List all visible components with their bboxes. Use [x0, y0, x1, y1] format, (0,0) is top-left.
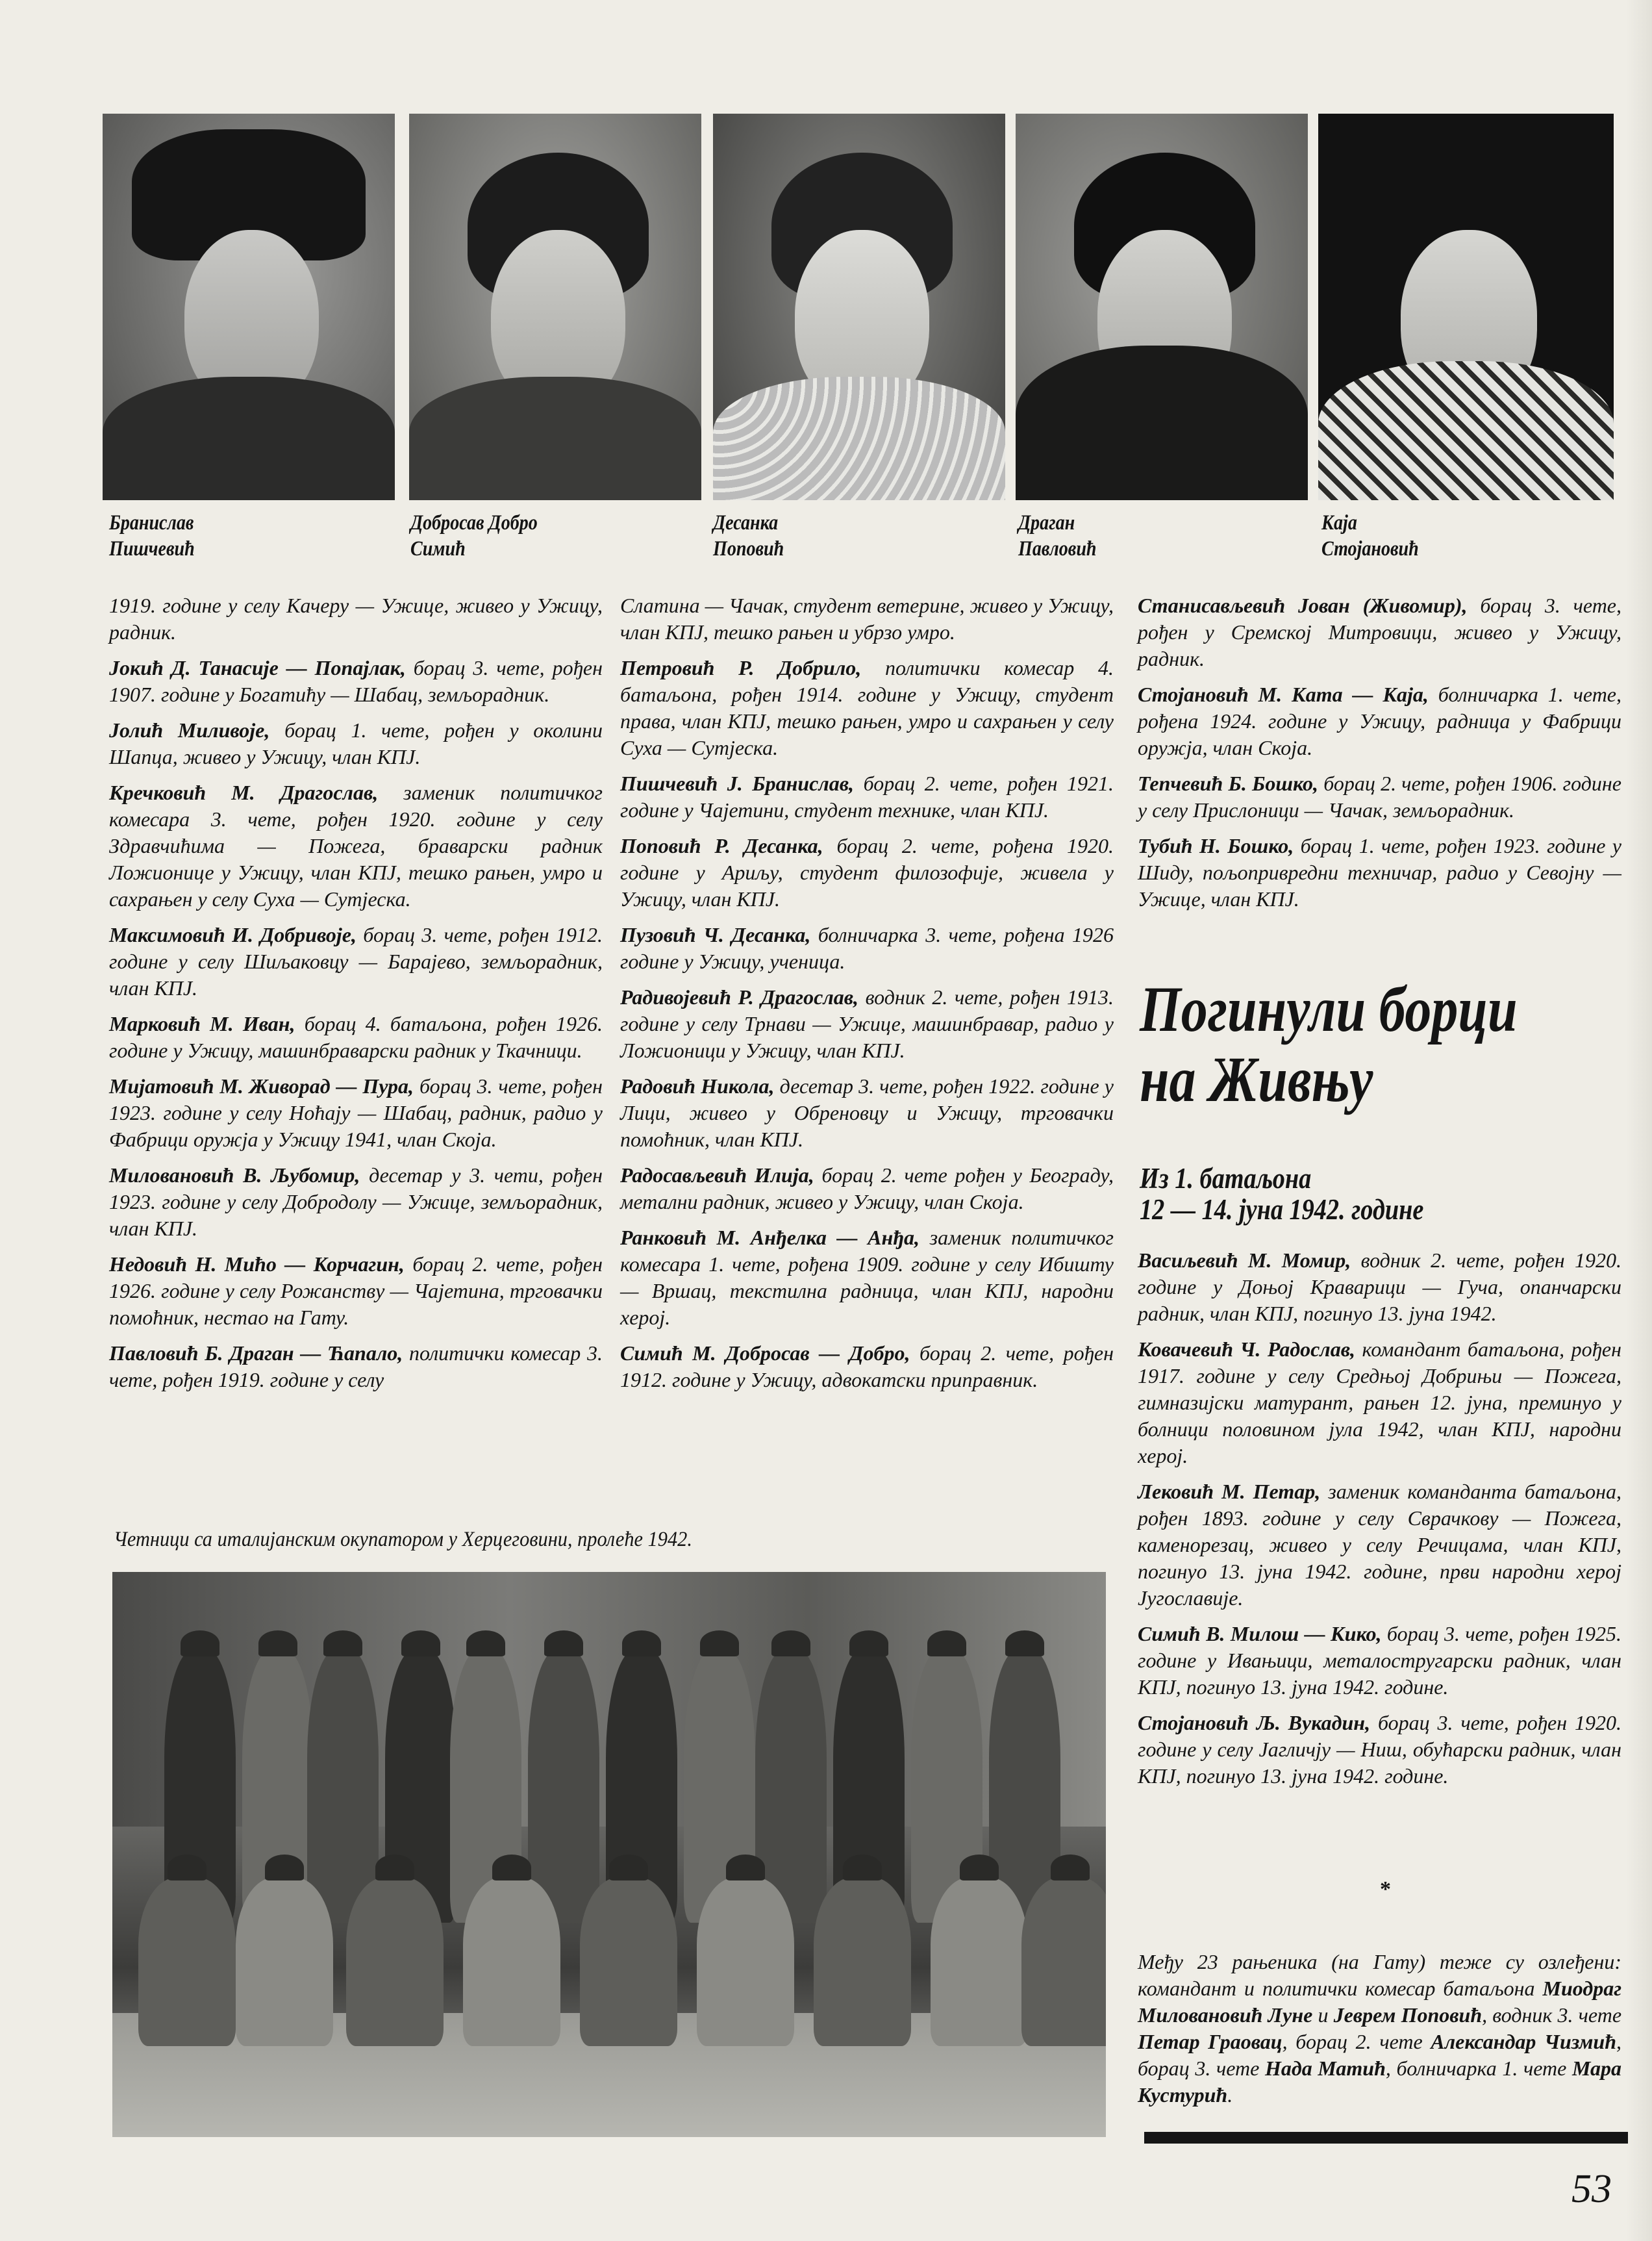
helmet-shape	[492, 1855, 531, 1880]
portrait-photo-1	[103, 114, 395, 500]
portrait-first-name: Каја	[1321, 511, 1357, 535]
wounded-person-name: Миодраг Миловановић Луне	[1138, 1977, 1621, 2027]
portrait-first-name: Десанка	[713, 511, 779, 535]
person-details: водник 2. чете, рођен 1913. године у селу Трнави — Ужице, машинбравар, радио у Ложионици у Ужицу, члан КПЈ.	[620, 985, 1114, 1062]
portrait-first-name: Драган	[1018, 511, 1075, 535]
person-details: борац 3. чете, рођен 1907. године у Богатићу — Шабац, земљорадник.	[109, 656, 603, 706]
helmet-shape	[323, 1630, 362, 1656]
biography-entry	[109, 1340, 603, 1393]
person-details: борац 2. чете, рођен 1906. године у селу Прислоници — Чачак, земљорадник.	[1138, 772, 1622, 822]
person-name: Пишчевић Ј. Бранислав,	[620, 772, 855, 795]
portrait-last-name: Пишчевић	[109, 537, 195, 561]
biography-column-2	[620, 592, 1114, 1402]
biography-entry	[109, 779, 603, 913]
person-details: десетар 3. чете, рођен 1922. године у Лици, живео у Обреновцу и Ужицу, трговачки помоћник, члан КПЈ.	[620, 1074, 1114, 1151]
biography-entry	[109, 922, 603, 1002]
soldier-figure	[697, 1877, 794, 2046]
wounded-person-name: Петар Граовац	[1138, 2030, 1283, 2053]
helmet-shape	[401, 1630, 440, 1656]
biography-entry	[1138, 1710, 1621, 1790]
helmet-shape	[181, 1630, 219, 1656]
portrait-photo-3	[713, 114, 1005, 500]
person-name: Стојановић М. Катa — Каја,	[1138, 683, 1429, 706]
biography-entry	[620, 1162, 1114, 1215]
page-number: 53	[1571, 2167, 1612, 2211]
wounded-person-name: Нада Матић	[1265, 2057, 1386, 2080]
person-name: Симић М. Добросав — Добро,	[620, 1341, 910, 1365]
person-details: борац 4. батаљона, рођен 1926. године у Ужицу, машинбраварски радник у Ткачници.	[109, 1012, 603, 1062]
person-details: борац 3. чете, рођен 1912. године у селу Шиљаковцу — Барајево, земљорадник, члан КПЈ.	[109, 923, 603, 1000]
biography-entry	[620, 592, 1114, 646]
person-name: Ранковић М. Анђелка — Анђа,	[620, 1226, 920, 1249]
person-name: Недовић Н. Мићо — Корчагин,	[109, 1252, 405, 1276]
wounded-note	[1138, 1949, 1621, 2118]
portrait-caption-4	[1018, 510, 1184, 562]
portrait-first-name: Бранислав	[109, 511, 194, 535]
person-details: Слатина — Чачак, студент ветерине, живео у Ужицу, члан КПЈ, тешко рањен и убрзо умро.	[620, 594, 1114, 644]
biography-entry	[1138, 1478, 1621, 1612]
person-details: политички комесар 3. чете, рођен 1919. године у селу	[109, 1341, 603, 1391]
person-name: Симић В. Милош — Кико,	[1138, 1622, 1382, 1645]
wounded-note-paragraph	[1138, 1949, 1621, 2108]
biography-entry	[109, 1011, 603, 1064]
person-details: болничарка 1. чете, рођена 1924. године у Ужицу, радница у Фабрици оружја, члан Скоја.	[1138, 683, 1622, 759]
helmet-shape	[771, 1630, 810, 1656]
helmet-shape	[544, 1630, 583, 1656]
wounded-person-name: Александар Чизмић	[1431, 2030, 1617, 2053]
section-separator: *	[1380, 1877, 1391, 1901]
person-details: борац 2. чете, рођен 1912. године у Ужицу, адвокатски приправник.	[620, 1341, 1114, 1391]
person-name: Петровић Р. Добрило,	[620, 656, 862, 679]
fallen-fighters-list	[1138, 1247, 1621, 1799]
person-details: заменик команданта батаљона, рођен 1893. године у селу Сврачкову — Пожега, каменорезац, живео у селу Речицама, члан КПЈ, погинуо 13. јуна 1942. године, први народни херој Југославије.	[1138, 1480, 1621, 1610]
portrait-caption-3	[713, 510, 879, 562]
helmet-shape	[726, 1855, 765, 1880]
person-name: Ковачевић Ч. Радослав,	[1138, 1337, 1356, 1361]
soldier-figure	[463, 1877, 560, 2046]
biography-entry	[1138, 833, 1621, 913]
person-details: борац 2. чете, рођен 1926. године у селу Рожанству — Чајетина, трговачки помоћник, нестао на Гату.	[109, 1252, 603, 1329]
soldier-figure	[307, 1650, 379, 1923]
person-name: Поповић Р. Десанка,	[620, 834, 823, 857]
soldier-figure	[814, 1877, 911, 2046]
helmet-shape	[466, 1630, 505, 1656]
section-title-line-1: Погинули борци	[1140, 973, 1518, 1045]
biography-entry	[620, 655, 1114, 761]
person-details: борац 3. чете, рођен у Сремској Митровици, живео у Ужицу, радник.	[1138, 594, 1622, 670]
portrait-photo-5	[1318, 114, 1614, 500]
wounded-note-text: и	[1312, 2003, 1334, 2027]
portrait-last-name: Симић	[410, 537, 466, 561]
person-name: Максимовић И. Добривоје,	[109, 923, 357, 946]
biography-entry	[1138, 1336, 1621, 1469]
person-name: Стојановић Љ. Вукадин,	[1138, 1711, 1371, 1734]
biography-entry	[109, 655, 603, 708]
biography-entry	[1138, 1247, 1621, 1327]
person-details: борац 3. чете, рођен 1923. године у селу Нoћају — Шабац, радник, радио у Фабрици оружја у Ужицу 1941, члан Скоја.	[109, 1074, 603, 1151]
biography-entry	[1138, 770, 1621, 824]
person-details: борац 2. чете, рођена 1920. године у Ариљу, студент филозофије, живела у Ужицу, члан КПЈ.	[620, 834, 1114, 911]
person-details: борац 1. чете, рођен у околини Шапца, живео у Ужицу, члан КПЈ.	[109, 718, 603, 768]
biography-entry	[620, 770, 1114, 824]
soldier-figure	[236, 1877, 333, 2046]
portrait-caption-2	[410, 510, 576, 562]
wounded-person-name: Јеврем Поповић	[1333, 2003, 1483, 2027]
wounded-note-text: , водник 3. чете	[1482, 2003, 1622, 2027]
helmet-shape	[960, 1855, 999, 1880]
helmet-shape	[849, 1630, 888, 1656]
person-name: Радивојевић Р. Драгослав,	[620, 985, 859, 1009]
group-photo-caption: Четници са италијанским окупатором у Херцеговини, пролеће 1942.	[114, 1528, 692, 1551]
person-name: Јокић Д. Танасије — Попајлак,	[109, 656, 406, 679]
soldier-figure	[1021, 1877, 1106, 2046]
page-edge-shadow	[1626, 0, 1652, 2241]
soldier-figure	[528, 1650, 599, 1923]
wounded-note-text: , болничарка 1. чете	[1385, 2057, 1573, 2080]
person-details: водник 2. чете, рођен 1920. године у Доњој Краварици — Гуча, опанчарски радник, члан КПЈ, погинуо 13. јуна 1942.	[1138, 1248, 1622, 1325]
person-name: Станисављевић Јован (Живомир),	[1138, 594, 1468, 617]
soldier-figure	[931, 1877, 1028, 2046]
portrait-first-name: Добросав Добро	[410, 511, 538, 535]
soldier-figure	[346, 1877, 444, 2046]
helmet-shape	[265, 1855, 304, 1880]
portrait-caption-1	[109, 510, 275, 562]
biography-entry	[620, 1073, 1114, 1153]
biography-entry	[620, 922, 1114, 975]
helmet-shape	[258, 1630, 297, 1656]
person-details: болничарка 3. чете, рођена 1926 године у Ужицу, ученица.	[620, 923, 1114, 973]
person-details: борац 2. чете, рођен 1921. године у Чајетини, студент технике, члан КПЈ.	[620, 772, 1114, 822]
helmet-shape	[375, 1855, 414, 1880]
person-details: политички комесар 4. батаљона, рођен 1914. године у Ужицу, студент права, члан КПЈ, тешко рањен, умро и сахрањен у селу Суха — Сутјеска.	[620, 656, 1114, 759]
person-details: борац 2. чете рођен у Београду, метални радник, живео у Ужицу, члан Скоја.	[620, 1163, 1114, 1213]
helmet-shape	[843, 1855, 882, 1880]
helmet-shape	[927, 1630, 966, 1656]
wounded-note-text: Међу 23 рањеника (на Гату) теже су озлеђени: командант и политички комесар батаљона	[1138, 1950, 1621, 2000]
person-name: Пузовић Ч. Десанка,	[620, 923, 811, 946]
section-subtitle-line-2: 12 — 14. јуна 1942. године	[1140, 1193, 1424, 1226]
group-photo	[112, 1572, 1106, 2137]
person-details: борац 3. чете, рођен 1925. године у Ивањици, металостругарски радник, члан КПЈ, погинуо 13. јуна 1942. године.	[1138, 1622, 1622, 1699]
person-name: Јолић Миливоје,	[109, 718, 270, 742]
biography-entry	[109, 592, 603, 646]
biography-entry	[620, 1340, 1114, 1393]
portrait-photo-4	[1016, 114, 1308, 500]
person-details: борац 1. чете, рођен 1923. године у Шиду, пољопривредни техничар, радио у Севојну — Ужице, члан КПЈ.	[1138, 834, 1622, 911]
portrait-last-name: Поповић	[713, 537, 784, 561]
soldier-figure	[580, 1877, 677, 2046]
person-name: Тепчевић Б. Бошко,	[1138, 772, 1319, 795]
section-subtitle	[1140, 1163, 1609, 1225]
person-details: заменик политичког комесара 1. чете, рођена 1909. године у селу Ибишту — Вршац, текстилна радница, члан КПЈ, народни херој.	[620, 1226, 1114, 1329]
biography-entry	[109, 717, 603, 770]
biography-entry	[620, 984, 1114, 1064]
biography-entry	[109, 1162, 603, 1242]
person-details: заменик политичког комесара 3. чете, рођен 1920. године у селу Здравчићима — Пожега, браварски радник Ложионице у Ужицу, члан КПЈ, тешко рањен, умро и сахрањен у селу Суха — Сутјеска.	[109, 781, 603, 911]
portrait-caption-5	[1321, 510, 1487, 562]
biography-entry	[1138, 681, 1621, 761]
person-name: Лековић М. Петар,	[1138, 1480, 1321, 1503]
biography-entry	[109, 1073, 603, 1153]
section-subtitle-line-1: Из 1. батаљона	[1140, 1162, 1312, 1195]
soldier-figure	[138, 1877, 236, 2046]
helmet-shape	[609, 1855, 648, 1880]
portrait-last-name: Стојановић	[1321, 537, 1419, 561]
person-details: борац 3. чете, рођен 1920. године у селу Јагличју — Ниш, обућарски радник, члан КПЈ, погинуо 13. јуна 1942. године.	[1138, 1711, 1622, 1788]
person-name: Васиљевић М. Момир,	[1138, 1248, 1351, 1272]
person-details: 1919. године у селу Качеру — Ужице, живео у Ужицу, радник.	[109, 594, 603, 644]
helmet-shape	[168, 1855, 206, 1880]
bottom-rule	[1144, 2132, 1628, 2144]
biography-column-1	[109, 592, 603, 1402]
wounded-note-text: .	[1227, 2083, 1233, 2107]
biography-entry	[1138, 1621, 1621, 1701]
person-name: Тубић Н. Бошко,	[1138, 834, 1294, 857]
helmet-shape	[1005, 1630, 1044, 1656]
person-details: командант батаљона, рођен 1917. године у селу Средњој Добрињи — Пожега, гимназијски матурант, рањен 12. јуна, преминуо у болници половином јула 1942, члан КПЈ, народни херој.	[1138, 1337, 1622, 1467]
portrait-last-name: Павловић	[1018, 537, 1097, 561]
person-name: Миловановић В. Љубомир,	[109, 1163, 360, 1187]
person-name: Радосављевић Илија,	[620, 1163, 814, 1187]
section-title-line-2: на Живњу	[1140, 1043, 1373, 1115]
wounded-note-text: , борац 3. чете	[1138, 2030, 1622, 2080]
person-name: Павловић Б. Драган — Ћапало,	[109, 1341, 403, 1365]
biography-entry	[1138, 592, 1621, 672]
portrait-photo-2	[409, 114, 701, 500]
helmet-shape	[622, 1630, 661, 1656]
section-title	[1140, 974, 1619, 1115]
biography-entry	[109, 1251, 603, 1331]
biography-entry	[620, 833, 1114, 913]
wounded-person-name: Мара Кустурић	[1138, 2057, 1622, 2107]
person-name: Радовић Никола,	[620, 1074, 775, 1098]
wounded-note-text: , борац 2. чете	[1282, 2030, 1431, 2053]
biography-column-3	[1138, 592, 1621, 922]
helmet-shape	[1051, 1855, 1090, 1880]
person-details: десетар у 3. чети, рођен 1923. године у селу Добродолу — Ужице, земљорадник, члан КПЈ.	[109, 1163, 603, 1240]
person-name: Кречковић М. Драгослав,	[109, 781, 379, 804]
biography-entry	[620, 1224, 1114, 1331]
helmet-shape	[700, 1630, 739, 1656]
person-name: Марковић М. Иван,	[109, 1012, 295, 1035]
person-name: Мијатовић М. Живорад — Пура,	[109, 1074, 414, 1098]
